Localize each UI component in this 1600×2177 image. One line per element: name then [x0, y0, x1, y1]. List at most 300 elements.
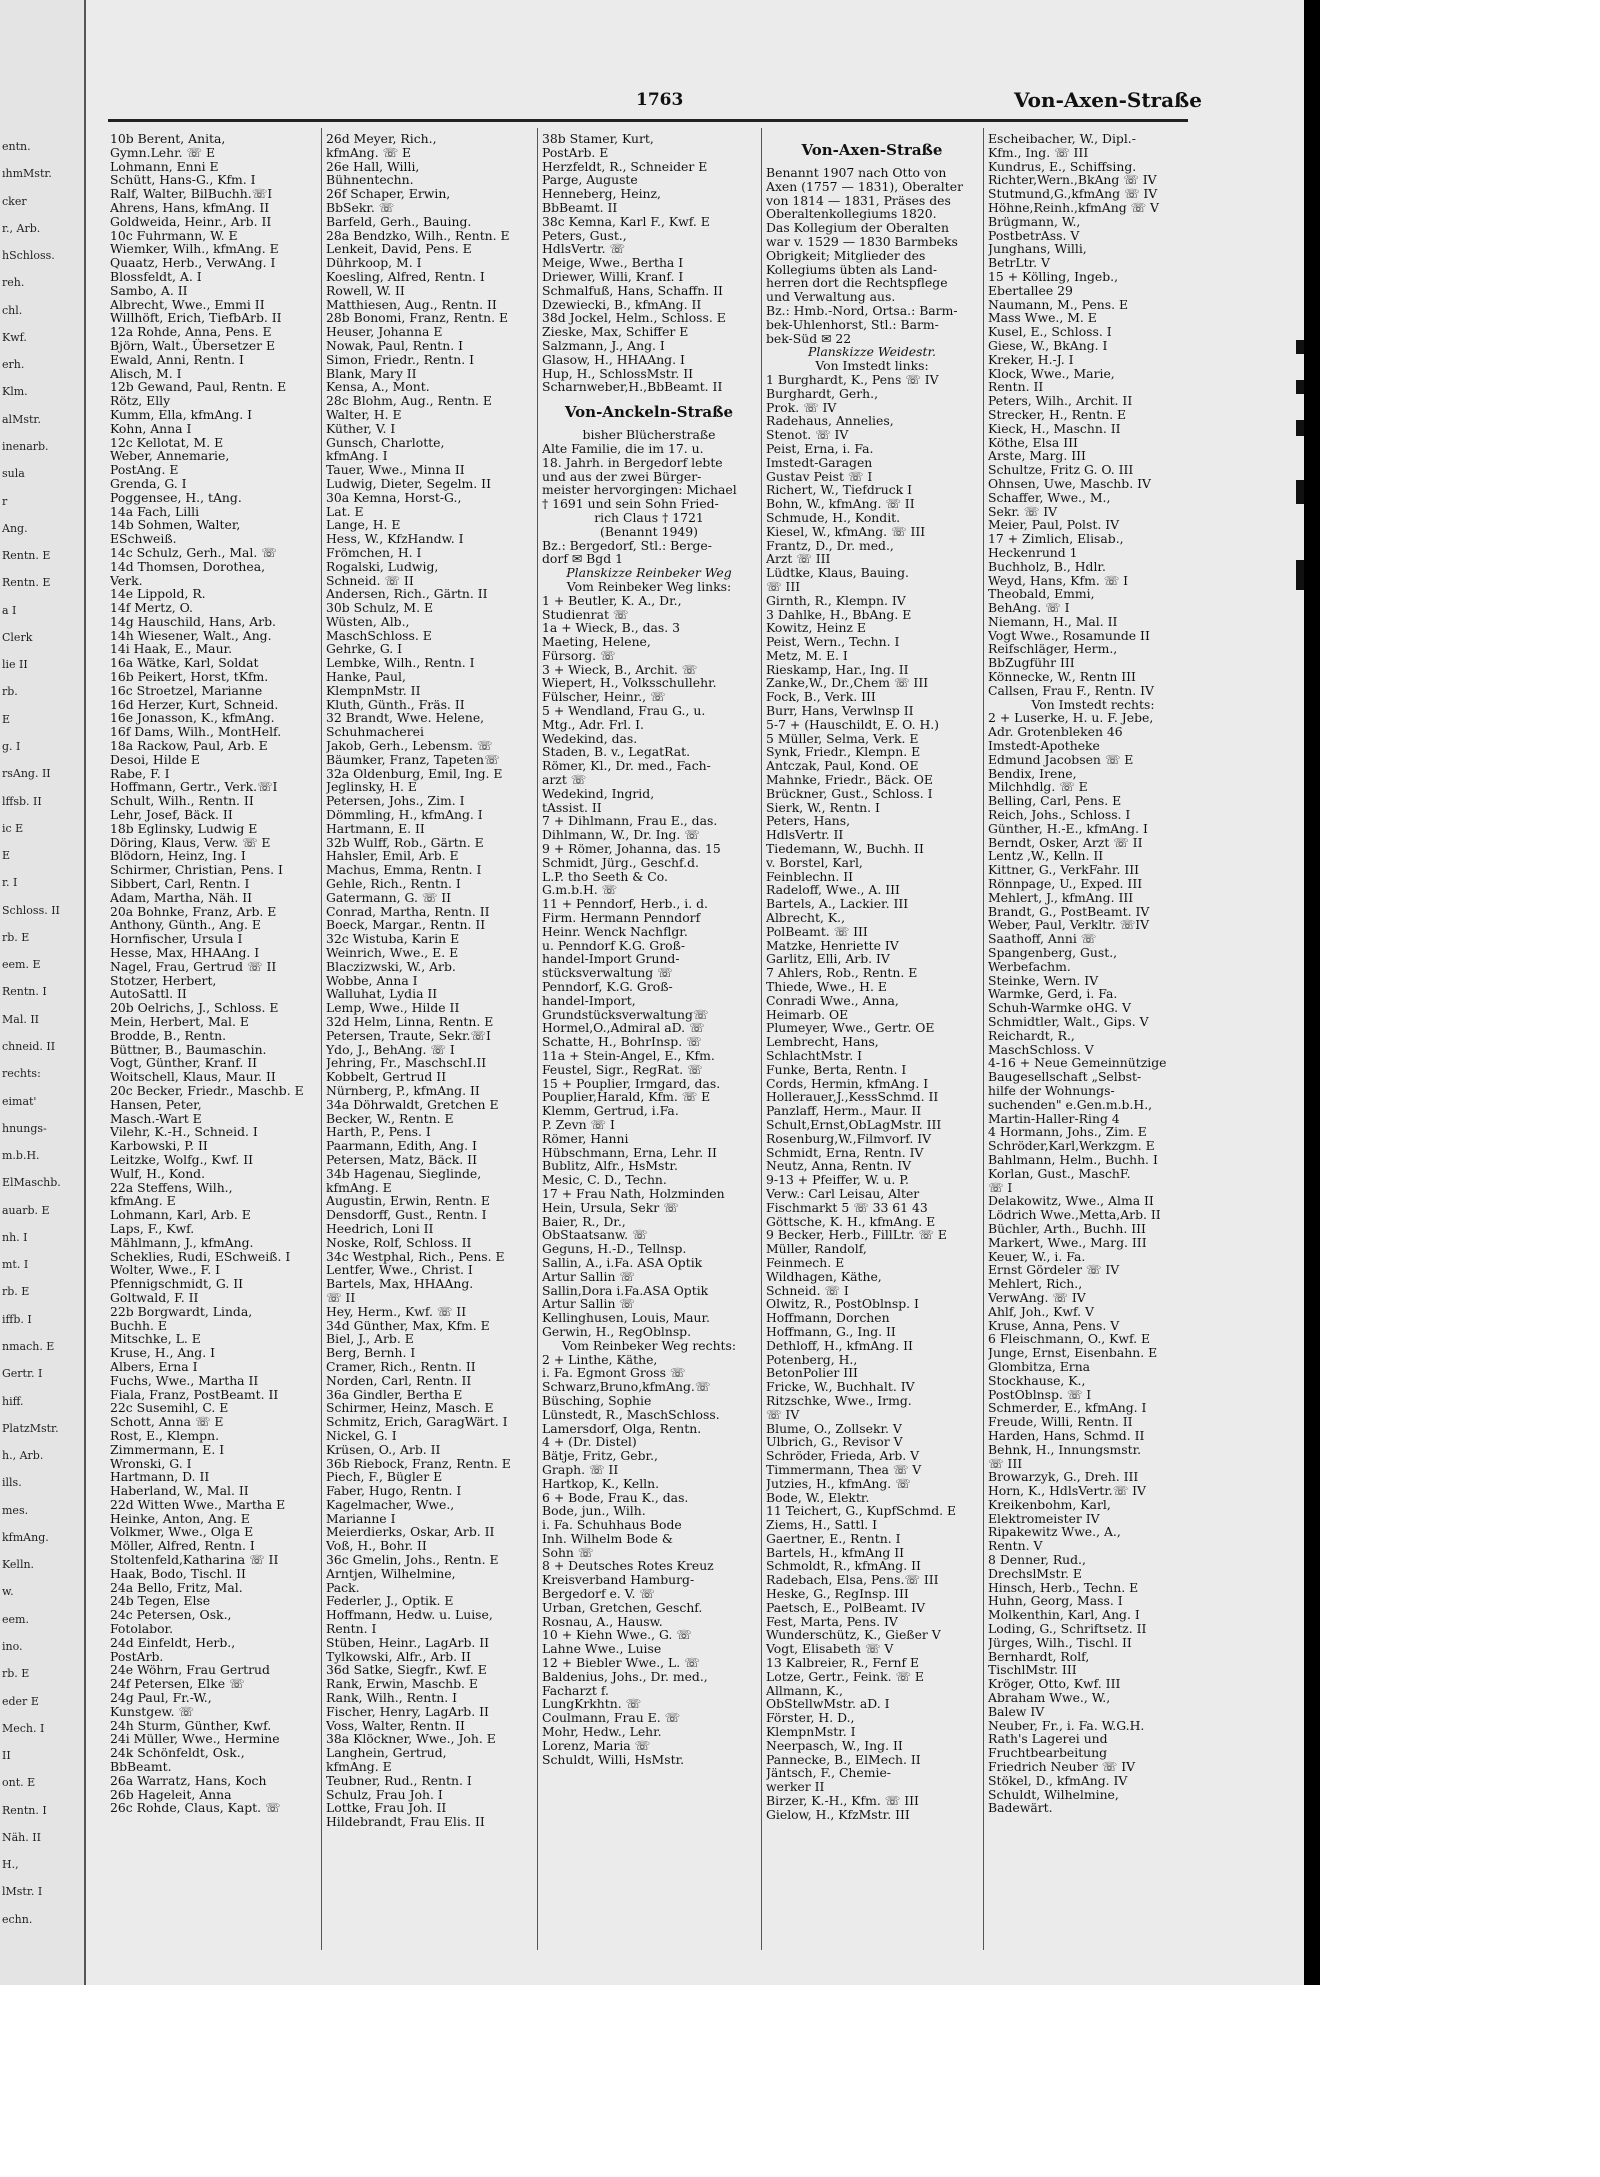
directory-entry: Stotzer, Herbert, — [110, 972, 217, 988]
directory-entry: 32a Oldenburg, Emil, Ing. E — [326, 765, 503, 781]
directory-entry: Vilehr, K.-H., Schneid. I — [110, 1124, 258, 1140]
gutter-fragment: mes. — [2, 1503, 29, 1517]
directory-entry: Conrad, Martha, Rentn. II — [326, 903, 490, 919]
gutter-fragment: auarb. E — [2, 1203, 50, 1217]
directory-entry: Wobbe, Anna I — [326, 972, 418, 988]
directory-entry: Bahlmann, Helm., Buchh. I — [988, 1151, 1158, 1167]
directory-entry: Feinblechn. II — [766, 868, 853, 884]
directory-entry: Jutzies, H., kfmAng. ☏ — [766, 1475, 911, 1491]
directory-entry: Hinsch, Herb., Techn. E — [988, 1579, 1139, 1595]
directory-entry: LungKrkhtn. ☏ — [542, 1696, 642, 1712]
directory-entry: Dihlmann, W., Dr. Ing. ☏ — [542, 827, 700, 843]
gutter-fragment: Ang. — [2, 521, 28, 535]
directory-entry: 14h Wiesener, Walt., Ang. — [110, 627, 272, 643]
directory-entry: Gaertner, E., Rentn. I — [766, 1530, 901, 1546]
directory-entry: Naumann, M., Pens. E — [988, 296, 1129, 312]
directory-entry: Obrigkeit; Mitglieder des — [766, 247, 926, 263]
directory-entry: war v. 1529 — 1830 Barmbeks — [766, 233, 958, 249]
section-label: Von Imstedt rechts: — [1031, 696, 1155, 712]
directory-entry: Wronski, G. I — [110, 1455, 192, 1471]
directory-entry: 17 + Zimlich, Elisab., — [988, 531, 1124, 547]
directory-entry: Scharnweber,H.,BbBeamt. II — [542, 379, 723, 395]
gutter-fragment: r. I — [2, 876, 18, 890]
directory-entry: Paetsch, E., PolBeamt. IV — [766, 1599, 926, 1615]
directory-entry: 6 + Bode, Frau K., das. — [542, 1489, 689, 1505]
directory-entry: Hollerauer,J.,KessSchmd. II — [766, 1089, 939, 1105]
gutter-fragment: eem. — [2, 1612, 29, 1626]
directory-entry: 20b Oelrichs, J., Schloss. E — [110, 1000, 279, 1016]
directory-entry: handel-Import Grund- — [542, 951, 680, 967]
directory-entry: HdlsVertr. II — [766, 827, 844, 843]
directory-entry: 24i Müller, Wwe., Hermine — [110, 1731, 280, 1747]
section-label: Vom Reinbeker Weg links: — [566, 578, 732, 594]
directory-entry: Rabe, F. I — [110, 765, 170, 781]
directory-entry: Jakob, Gerh., Lebensm. ☏ — [326, 738, 493, 754]
directory-entry: herren dort die Rechtspflege — [766, 275, 948, 291]
directory-entry: Rath's Lagerei und — [988, 1731, 1108, 1747]
directory-entry: Brodde, B., Rentn. — [110, 1027, 227, 1043]
directory-entry: 36a Gindler, Bertha E — [326, 1386, 463, 1402]
directory-entry: 16a Wätke, Karl, Soldat — [110, 655, 259, 671]
directory-entry: Hup, H., SchlossMstr. II — [542, 365, 694, 381]
directory-entry: Scheklies, Rudi, ESchweiß. I — [110, 1248, 291, 1264]
directory-entry: Ripakewitz Wwe., A., — [988, 1524, 1121, 1540]
gutter-fragment: Mal. II — [2, 1012, 40, 1026]
directory-entry: Rank, Wilh., Rentn. I — [326, 1690, 457, 1706]
directory-entry: Volkmer, Wwe., Olga E — [110, 1524, 254, 1540]
gutter-fragment: r., Arb. — [2, 221, 41, 235]
section-label: bisher Blücherstraße — [582, 427, 716, 443]
directory-entry: Leitzke, Wolfg., Kwf. II — [110, 1151, 254, 1167]
directory-entry: Huhn, Georg, Mass. I — [988, 1593, 1123, 1609]
directory-entry: Kreisverband Hamburg- — [542, 1572, 695, 1588]
gutter-fragment: lMstr. I — [2, 1885, 43, 1899]
directory-entry: 16e Jonasson, K., kfmAng. — [110, 710, 275, 726]
street-heading: Von-Axen-Straße — [801, 141, 943, 159]
directory-entry: Köthe, Elsa III — [988, 434, 1078, 450]
directory-entry: Lat. E — [326, 503, 364, 519]
directory-entry: Stockhause, K., — [988, 1372, 1086, 1388]
directory-entry: Marianne I — [326, 1510, 396, 1526]
directory-entry: Maeting, Helene, — [542, 634, 651, 650]
directory-entry: v. Borstel, Karl, — [766, 854, 863, 870]
directory-entry: Poggensee, H., tAng. — [110, 489, 242, 505]
directory-entry: Tylkowski, Alfr., Arb. II — [326, 1648, 471, 1664]
gutter-fragment: alMstr. — [2, 412, 41, 426]
directory-entry: 14f Mertz, O. — [110, 600, 193, 616]
directory-entry: P. Zevn ☏ I — [542, 1116, 615, 1132]
directory-entry: 34a Döhrwaldt, Gretchen E — [326, 1096, 499, 1112]
directory-entry: Mitschke, L. E — [110, 1331, 201, 1347]
directory-entry: Thiede, Wwe., H. E — [766, 979, 887, 995]
directory-entry: 8 + Deutsches Rotes Kreuz — [542, 1558, 714, 1574]
directory-entry: Lottke, Frau Joh. II — [326, 1800, 447, 1816]
directory-entry: Harth, P., Pens. I — [326, 1124, 431, 1140]
directory-entry: Matzke, Henriette IV — [766, 937, 899, 953]
directory-entry: PostAng. E — [110, 462, 179, 478]
directory-entry: Tauer, Wwe., Minna II — [326, 462, 465, 478]
directory-entry: 5 + Wendland, Frau G., u. — [542, 703, 706, 719]
directory-entry: Spangenberg, Gust., — [988, 945, 1118, 961]
directory-entry: Dethloff, H., kfmAng. II — [766, 1337, 913, 1353]
directory-entry: Albrecht, K., — [766, 910, 846, 926]
directory-entry: Henneberg, Heinz, — [542, 186, 661, 202]
directory-entry: Ahrens, Hans, kfmAng. II — [110, 199, 270, 215]
directory-entry: Pannecke, B., ElMech. II — [766, 1751, 921, 1767]
directory-entry: 1 Burghardt, K., Pens ☏ IV — [766, 371, 939, 387]
directory-entry: Bohn, W., kfmAng. ☏ II — [766, 496, 915, 512]
directory-entry: Brückner, Gust., Schloss. I — [766, 785, 933, 801]
directory-entry: 36c Gmelin, Johs., Rentn. E — [326, 1552, 499, 1568]
directory-entry: Adam, Martha, Näh. II — [110, 889, 252, 905]
directory-entry: 26a Warratz, Hans, Koch — [110, 1772, 267, 1788]
directory-entry: Lentz ,W., Kelln. II — [988, 848, 1104, 864]
directory-entry: Schmidtler, Walt., Gips. V — [988, 1014, 1149, 1029]
gutter-fragment: lie II — [2, 658, 28, 672]
directory-entry: Fülscher, Heinr., ☏ — [542, 689, 666, 705]
directory-entry: 28b Bonomi, Franz, Rentn. E — [326, 310, 509, 326]
directory-entry: Rönnpage, U., Exped. III — [988, 876, 1143, 892]
directory-entry: 36d Satke, Siegfr., Kwf. E — [326, 1662, 487, 1678]
directory-entry: Zieske, Max, Schiffer E — [542, 324, 689, 340]
directory-entry: Lohmann, Enni E — [110, 158, 219, 174]
directory-entry: Walluhat, Lydia II — [326, 986, 438, 1002]
directory-entry: 32d Helm, Linna, Rentn. E — [326, 1014, 494, 1029]
directory-entry: 28c Blohm, Aug., Rentn. E — [326, 393, 492, 409]
directory-entry: Sambo, A. II — [110, 282, 188, 298]
directory-entry: Penndorf, K.G. Groß- — [542, 979, 673, 995]
directory-entry: Fruchtbearbeitung — [988, 1745, 1108, 1761]
directory-entry: arzt ☏ — [542, 772, 587, 788]
directory-entry: Kittner, G., VerkFahr. III — [988, 862, 1140, 878]
directory-entry: Fest, Marta, Pens. IV — [766, 1613, 898, 1629]
section-label: rich Claus † 1721 — [594, 509, 704, 525]
directory-entry: Sibbert, Carl, Rentn. I — [110, 876, 250, 892]
directory-entry: 32c Wistuba, Karin E — [326, 931, 460, 947]
gutter-fragment: PlatzMstr. — [2, 1421, 59, 1435]
directory-entry: werker II — [766, 1779, 825, 1795]
directory-entry: Schuldt, Willi, HsMstr. — [542, 1751, 685, 1767]
directory-entry: 24f Petersen, Elke ☏ — [110, 1676, 245, 1692]
directory-entry: Willhöft, Erich, TiefbArb. II — [110, 310, 282, 326]
directory-entry: Belling, Carl, Pens. E — [988, 793, 1122, 809]
directory-entry: Heinke, Anton, Ang. E — [110, 1510, 250, 1526]
directory-entry: 18. Jahrh. in Bergedorf lebte — [542, 454, 723, 470]
directory-entry: Geguns, H.-D., Tellnsp. — [542, 1241, 687, 1257]
directory-entry: 30b Schulz, M. E — [326, 600, 434, 616]
directory-entry: Rowell, W. II — [326, 282, 405, 298]
directory-entry: Lödrich Wwe.,Metta,Arb. II — [988, 1207, 1161, 1223]
directory-entry: Theobald, Emmi, — [988, 586, 1095, 602]
gutter-fragment: ills. — [2, 1476, 22, 1490]
directory-entry: Andersen, Rich., Gärtn. II — [326, 586, 488, 602]
directory-entry: PostArb. — [110, 1648, 164, 1664]
gutter-fragment: rb. E — [2, 1667, 30, 1681]
directory-entry: Grundstücksverwaltung☏ — [542, 1006, 709, 1022]
directory-entry: Piech, F., Bügler E — [326, 1469, 443, 1485]
directory-entry: 34b Hagenau, Sieglinde, — [326, 1165, 482, 1181]
directory-entry: Panzlaff, Herm., Maur. II — [766, 1103, 922, 1119]
directory-entry: Feustel, Sigr., RegRat. ☏ — [542, 1061, 703, 1077]
directory-entry: Karbowski, P. II — [110, 1138, 208, 1154]
gutter-fragment: Rentn. I — [2, 1803, 47, 1817]
directory-entry: Grenda, G. I — [110, 475, 187, 491]
directory-entry: Bartels, Max, HHAAng. — [326, 1276, 474, 1292]
directory-entry: 24e Wöhrn, Frau Gertrud — [110, 1662, 270, 1678]
directory-entry: Glasow, H., HHAAng. I — [542, 351, 685, 367]
gutter-fragment: Klm. — [2, 385, 28, 399]
directory-entry: Wüsten, Alb., — [326, 613, 410, 629]
directory-entry: Schmidt, Erna, Rentn. IV — [766, 1144, 924, 1160]
directory-entry: Korlan, Gust., MaschF. — [988, 1165, 1131, 1181]
directory-entry: Baier, R., Dr., — [542, 1213, 626, 1229]
gutter-fragment: H., — [2, 1858, 19, 1872]
directory-entry: 6 Fleischmann, O., Kwf. E — [988, 1331, 1151, 1347]
directory-entry: Schmerder, E., kfmAng. I — [988, 1400, 1147, 1416]
directory-entry: Mehlert, J., kfmAng. III — [988, 889, 1134, 905]
gutter-fragment: rb. — [2, 685, 18, 699]
directory-entry: Norden, Carl, Rentn. II — [326, 1372, 472, 1388]
directory-entry: Frantz, D., Dr. med., — [766, 537, 894, 553]
directory-entry: 32b Wulff, Rob., Gärtn. E — [326, 834, 484, 850]
gutter-fragment: h., Arb. — [2, 1449, 44, 1463]
directory-entry: Wulf, H., Kond. — [110, 1165, 206, 1181]
directory-entry: BetrLtr. V — [988, 255, 1050, 271]
gutter-fragment: rsAng. II — [2, 767, 51, 781]
directory-entry: Pack. — [326, 1579, 360, 1595]
directory-entry: Olwitz, R., PostOblnsp. I — [766, 1296, 919, 1312]
directory-entry: Gehle, Rich., Rentn. I — [326, 876, 461, 892]
page-number: 1763 — [636, 90, 684, 110]
directory-entry: DrechslMstr. E — [988, 1565, 1082, 1581]
directory-entry: Inh. Wilhelm Bode & — [542, 1530, 673, 1546]
directory-entry: Dührkoop, M. I — [326, 255, 422, 271]
directory-entry: und aus der zwei Bürger- — [542, 468, 702, 484]
directory-entry: Rentn. I — [326, 1621, 377, 1637]
directory-entry: Blank, Mary II — [326, 365, 417, 381]
directory-entry: Desoi, Hilde E — [110, 751, 200, 767]
directory-entry: kfmAng. E — [326, 1179, 392, 1195]
directory-entry: Blume, O., Zollsekr. V — [766, 1420, 902, 1436]
directory-entry: 38d Jockel, Helm., Schloss. E — [542, 310, 726, 326]
directory-entry: Bühnentechn. — [326, 172, 414, 188]
directory-entry: BbBeamt. II — [542, 199, 618, 215]
directory-entry: Coulmann, Frau E. ☏ — [542, 1710, 681, 1726]
directory-entry: 11 + Penndorf, Herb., i. d. — [542, 896, 708, 912]
directory-entry: Baugesellschaft „Selbst- — [988, 1069, 1142, 1085]
gutter-fragment: sula — [2, 467, 25, 481]
directory-entry: Schulz, Frau Joh. I — [326, 1786, 443, 1802]
directory-entry: Birzer, K.-H., Kfm. ☏ III — [766, 1793, 919, 1809]
directory-entry: Niemann, H., Mal. II — [988, 613, 1118, 629]
directory-entry: Markert, Wwe., Marg. III — [988, 1234, 1147, 1250]
directory-entry: 5-7 + (Hauschildt, E. O. H.) — [766, 716, 940, 732]
directory-entry: Höhne,Reinh.,kfmAng ☏ V — [988, 199, 1159, 215]
directory-entry: 7 + Dihlmann, Frau E., das. — [542, 813, 718, 829]
directory-entry: Neuber, Fr., i. Fa. W.G.H. — [988, 1717, 1145, 1733]
directory-entry: 28a Bendzko, Wilh., Rentn. E — [326, 227, 510, 243]
directory-entry: Langhein, Gertrud, — [326, 1745, 447, 1761]
directory-entry: PostOblnsp. ☏ I — [988, 1386, 1092, 1402]
directory-entry: Fischmarkt 5 ☏ 33 61 43 — [766, 1199, 928, 1215]
directory-entry: Friedrich Neuber ☏ IV — [988, 1759, 1136, 1775]
directory-entry: Weinrich, Wwe., E. E — [326, 945, 459, 961]
directory-entry: PostbetrAss. V — [988, 227, 1080, 243]
directory-entry: Milchhdlg. ☏ E — [988, 779, 1088, 795]
gutter-fragment: iffb. I — [2, 1312, 32, 1326]
directory-entry: 26e Hall, Willi, — [326, 158, 420, 174]
directory-entry: Feinmech. E — [766, 1254, 845, 1270]
gutter-fragment: hnungs- — [2, 1121, 47, 1135]
directory-entry: Rentn. V — [988, 1538, 1043, 1554]
directory-entry: tAssist. II — [542, 799, 602, 815]
directory-entry: Hansen, Peter, — [110, 1096, 202, 1112]
directory-entry: Driewer, Willi, Kranf. I — [542, 268, 684, 284]
directory-entry: Buchholz, B., Hdlr. — [988, 558, 1106, 574]
directory-entry: Hahsler, Emil, Arb. E — [326, 848, 459, 864]
gutter-fragment: w. — [2, 1585, 14, 1599]
running-head: Von-Axen-Straße — [1014, 88, 1202, 112]
directory-entry: Kunstgew. ☏ — [110, 1703, 195, 1719]
directory-entry: 38b Stamer, Kurt, — [542, 132, 654, 146]
directory-entry: Neerpasch, W., Ing. II — [766, 1737, 903, 1753]
directory-entry: 24c Petersen, Osk., — [110, 1607, 232, 1623]
directory-entry: Dzewiecki, B., kfmAng. II — [542, 296, 702, 312]
directory-entry: Lünstedt, R., MaschSchloss. — [542, 1406, 720, 1422]
directory-entry: Hein, Ursula, Sekr ☏ — [542, 1199, 679, 1215]
directory-entry: 14a Fach, Lilli — [110, 503, 200, 519]
directory-entry: 9 Becker, Herb., FillLtr. ☏ E — [766, 1227, 947, 1243]
directory-entry: Anthony, Günth., Ang. E — [110, 917, 261, 933]
directory-entry: 14i Haak, E., Maur. — [110, 641, 233, 657]
column-5 — [988, 132, 1198, 1952]
directory-entry: meister hervorgingen: Michael — [542, 482, 737, 498]
gutter-fragment: hSchloss. — [2, 249, 55, 263]
directory-entry: Gerwin, H., RegOblnsp. — [542, 1323, 692, 1339]
directory-entry: 38c Kemna, Karl F., Kwf. E — [542, 213, 710, 229]
directory-entry: Blödorn, Heinz, Ing. I — [110, 848, 246, 864]
directory-entry: Stökel, D., kfmAng. IV — [988, 1772, 1128, 1788]
directory-entry: 12 + Biebler Wwe., L. ☏ — [542, 1655, 700, 1671]
directory-entry: Browarzyk, G., Dreh. III — [988, 1469, 1139, 1485]
directory-entry: Augustin, Erwin, Rentn. E — [326, 1193, 490, 1209]
gutter-fragment: echn. — [2, 1912, 33, 1926]
directory-entry: Kluth, Günth., Fräs. II — [326, 696, 465, 712]
directory-entry: Döring, Klaus, Verw. ☏ E — [110, 834, 271, 850]
directory-entry: Potenberg, H., — [766, 1351, 858, 1367]
directory-entry: Hildebrandt, Frau Elis. II — [326, 1814, 485, 1830]
column-divider — [537, 128, 538, 1950]
gutter-fragment: eder E — [2, 1694, 39, 1708]
directory-entry: ☏ III — [988, 1455, 1023, 1471]
directory-entry: Mtg., Adr. Frl. I. — [542, 716, 644, 732]
directory-entry: Junghans, Willi, — [988, 241, 1087, 257]
gutter-fragment: Näh. II — [2, 1830, 41, 1844]
directory-entry: Lahne Wwe., Luise — [542, 1641, 662, 1657]
directory-entry: Küther, V. I — [326, 420, 396, 436]
gutter-fragment: chneid. II — [2, 1040, 56, 1053]
gutter-fragment: Gertr. I — [2, 1367, 43, 1381]
directory-entry: kfmAng. I — [326, 448, 388, 464]
gutter-fragment: r — [2, 494, 8, 508]
directory-entry: Schmoldt, R., kfmAng. II — [766, 1558, 921, 1574]
scan-edge — [1304, 0, 1320, 1985]
directory-entry: 4-16 + Neue Gemeinnützige — [988, 1055, 1167, 1071]
directory-entry: 24k Schönfeldt, Osk., — [110, 1745, 245, 1761]
directory-entry: Stenot. ☏ IV — [766, 427, 849, 443]
gutter-fragment: rb. E — [2, 930, 30, 944]
directory-entry: Ritzschke, Wwe., Irmg. — [766, 1392, 912, 1408]
section-label: Von Imstedt links: — [815, 358, 929, 374]
directory-entry: 13 Kalbreier, R., Fernf E — [766, 1655, 920, 1671]
directory-entry: Ohnsen, Uwe, Maschb. IV — [988, 475, 1151, 491]
directory-entry: Hübschmann, Erna, Lehr. II — [542, 1144, 717, 1160]
directory-entry: Heimarb. OE — [766, 1006, 849, 1022]
directory-entry: u. Penndorf K.G. Groß- — [542, 937, 686, 953]
directory-entry: Edmund Jacobsen ☏ E — [988, 751, 1134, 767]
directory-entry: Delakowitz, Wwe., Alma II — [988, 1193, 1154, 1209]
directory-entry: Badewärt. — [988, 1800, 1053, 1816]
directory-entry: † 1691 und sein Sohn Fried- — [542, 496, 719, 512]
gutter-fragment: a I — [2, 603, 17, 617]
directory-entry: ObStellwMstr. aD. I — [766, 1696, 890, 1712]
directory-entry: 12c Kellotat, M. E — [110, 434, 224, 450]
directory-entry: Bz.: Hmb.-Nord, Ortsa.: Barm- — [766, 302, 958, 318]
directory-entry: Fürsorg. ☏ — [542, 647, 616, 663]
directory-entry: Rieskamp, Har., Ing. II — [766, 661, 909, 677]
gutter-fragment: II — [2, 1749, 11, 1763]
directory-entry: BetonPolier III — [766, 1365, 858, 1381]
directory-entry: Bätje, Fritz, Gebr., — [542, 1448, 658, 1464]
directory-entry: und Verwaltung aus. — [766, 289, 896, 305]
directory-entry: Adr. Grotenbleken 46 — [988, 724, 1123, 740]
column-divider — [321, 128, 322, 1950]
directory-entry: TischlMstr. III — [988, 1662, 1077, 1678]
directory-entry: Jäntsch, F., Chemie- — [766, 1765, 891, 1781]
directory-entry: Schütt, Hans-G., Kfm. I — [110, 172, 256, 188]
directory-entry: bek-Uhlenhorst, Stl.: Barm- — [766, 316, 939, 332]
directory-entry: 18a Rackow, Paul, Arb. E — [110, 738, 268, 754]
directory-entry: Kreker, H.-J. I — [988, 351, 1074, 367]
directory-entry: Arntjen, Wilhelmine, — [326, 1565, 456, 1581]
directory-entry: Rentn. II — [988, 379, 1044, 395]
gutter-fragment: ıhmMstr. — [2, 167, 52, 181]
directory-entry: 2 + Luserke, H. u. F. Jebe, — [988, 710, 1154, 726]
directory-entry: Oberaltenkollegiums 1820. — [766, 206, 937, 222]
directory-entry: MaschSchloss. E — [326, 627, 432, 643]
gutter-fragment: m.b.H. — [2, 1149, 40, 1163]
directory-entry: Bode, W., Elektr. — [766, 1489, 870, 1505]
directory-entry: Artur Sallin ☏ — [542, 1296, 635, 1312]
directory-entry: Martin-Haller-Ring 4 — [988, 1110, 1120, 1126]
directory-entry: Kfm., Ing. ☏ III — [988, 144, 1089, 160]
directory-entry: Mählmann, J., kfmAng. — [110, 1234, 254, 1250]
directory-entry: Mahnke, Friedr., Bäck. OE — [766, 772, 933, 788]
directory-entry: Imstedt-Apotheke — [988, 738, 1100, 754]
directory-entry: Hey, Herm., Kwf. ☏ II — [326, 1303, 467, 1319]
directory-entry: von 1814 — 1831, Präses des — [766, 192, 951, 208]
directory-entry: 20a Bohnke, Franz, Arb. E — [110, 903, 277, 919]
directory-entry: Schmalfuß, Hans, Schaffn. II — [542, 282, 723, 298]
directory-entry: 16d Herzer, Kurt, Schneid. — [110, 696, 279, 712]
map-reference: Planskizze Weidestr. — [808, 344, 936, 360]
directory-entry: 26d Meyer, Rich., — [326, 132, 437, 146]
directory-entry: Kobbelt, Gertrud II — [326, 1069, 447, 1085]
directory-entry: Kundrus, E., Schiffsing. — [988, 158, 1137, 174]
directory-entry: 4 Hormann, Johs., Zim. E — [988, 1124, 1147, 1140]
directory-entry: KlempnMstr. I — [766, 1724, 856, 1740]
directory-entry: SchlachtMstr. I — [766, 1048, 863, 1063]
